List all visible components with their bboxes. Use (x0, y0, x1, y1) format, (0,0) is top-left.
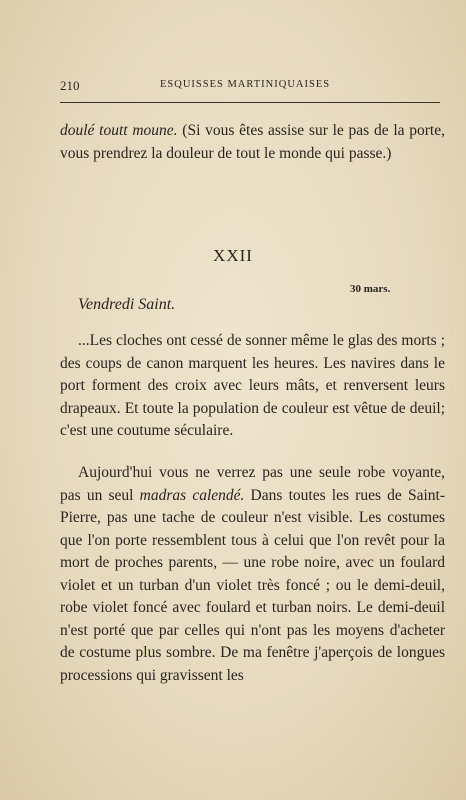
entry-heading: Vendredi Saint. (78, 296, 176, 313)
page-number: 210 (60, 78, 80, 93)
paragraph-2-text-a: Aujourd'hui vous ne verrez pas une seule robe voyante, pas un seul (60, 464, 445, 504)
creole-phrase: doulé toutt moune. (60, 122, 178, 139)
running-title: ESQUISSES MARTINIQUAISES (160, 79, 331, 90)
paragraph-1: ...Les cloches ont cessé de sonner même le glas des morts ; des coups de canon marquent les heures. Les navires dans le port forment des croix avec leurs mâts, et renversent leurs drapeaux. Et toute la population de couleur est vêtue de deuil; c'est une coutume séculaire. (60, 332, 445, 439)
entry-date: 30 mars. (350, 283, 391, 295)
paragraph-continued (60, 120, 445, 165)
chapter-number: XXII (213, 246, 253, 265)
madras-phrase: madras calendé. (139, 486, 245, 504)
header-rule (60, 102, 440, 103)
paragraph-continued-text: (Si vous êtes assise sur le pas de la porte, vous prendrez la douleur de tout le monde qui passe.) (60, 122, 445, 162)
paragraph-2-text-b: Dans toutes les rues de Saint-Pierre, pas une tache de couleur n'est visible. Les costumes que l'on porte ressemblent tous à celui que l'on revêt pour la mort de proches parents, — une robe noire, avec un foulard violet et un turban d'un violet très foncé ; ou le demi-deuil, robe violet foncé avec foulard et turban noirs. Le demi-deuil n'est porté que par celles qui n'ont pas les moyens d'acheter de costume plus sombre. De ma fenêtre j'aperçois de longues processions qui gravissent les (60, 486, 445, 684)
paragraph-2 (60, 462, 445, 687)
